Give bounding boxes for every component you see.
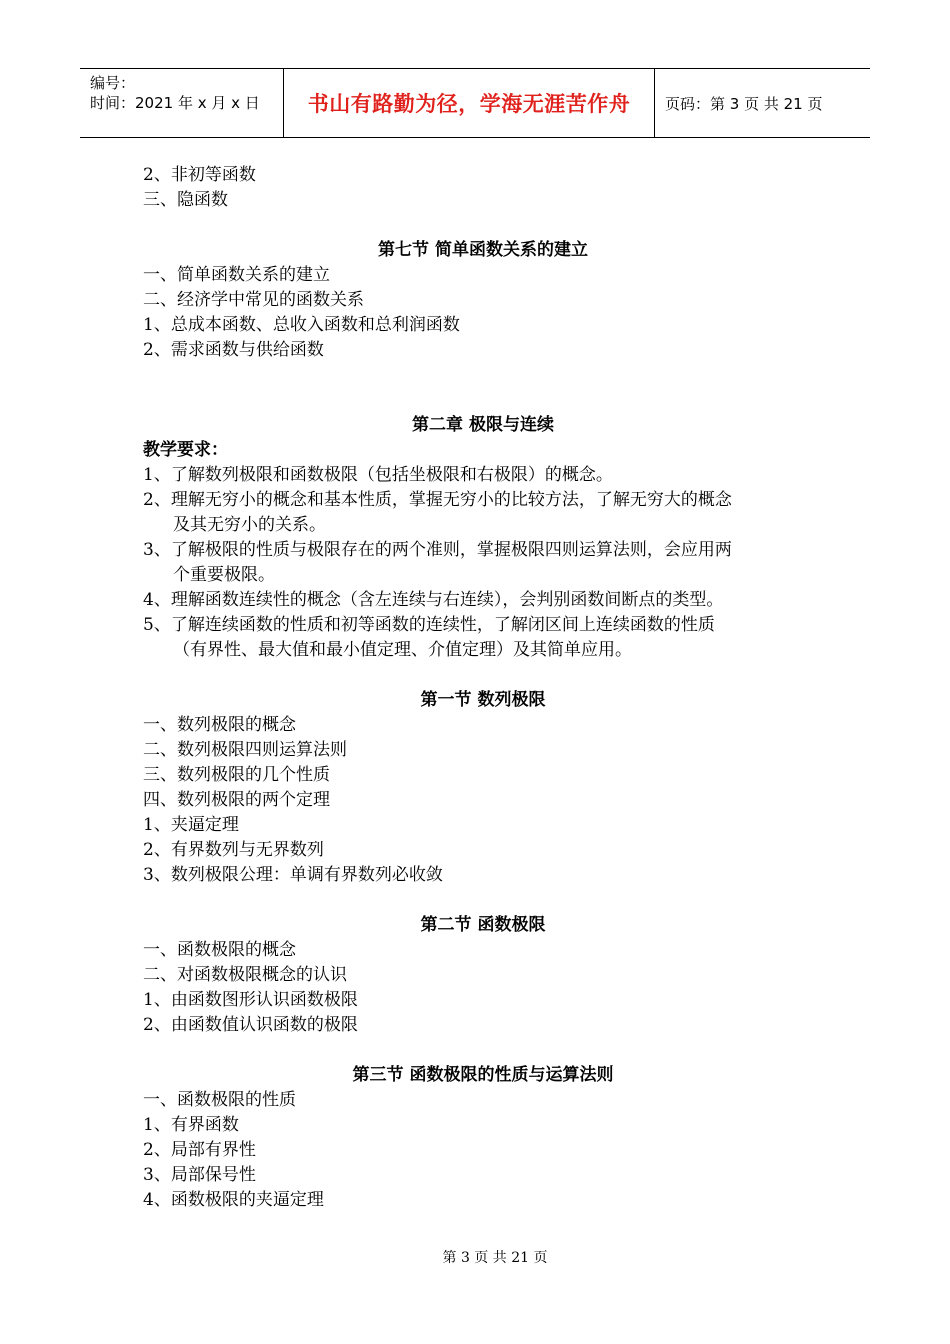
- requirement-item-continued: 个重要极限。: [173, 565, 275, 585]
- section-heading: 第一节 数列极限: [420, 690, 546, 710]
- list-item: 3、局部保号性: [143, 1165, 256, 1185]
- section-heading: 第三节 函数极限的性质与运算法则: [352, 1065, 614, 1085]
- requirement-item: 5、了解连续函数的性质和初等函数的连续性，了解闭区间上连续函数的性质: [143, 615, 715, 635]
- list-item: 二、对函数极限概念的认识: [143, 965, 347, 985]
- section-heading: 第二节 函数极限: [420, 915, 546, 935]
- page-info-text: 页码：第 3 页 共 21 页: [665, 94, 823, 113]
- list-item: 2、由函数值认识函数的极限: [143, 1015, 358, 1035]
- header-motto-cell: [283, 69, 655, 137]
- document-date: 时间：2021 年 x 月 x 日: [90, 94, 260, 112]
- list-item: 1、总成本函数、总收入函数和总利润函数: [143, 315, 460, 335]
- list-item: 二、数列极限四则运算法则: [143, 740, 347, 760]
- requirement-item: 3、了解极限的性质与极限存在的两个准则，掌握极限四则运算法则，会应用两: [143, 540, 732, 560]
- requirement-item: 1、了解数列极限和函数极限（包括坐极限和右极限）的概念。: [143, 465, 613, 485]
- list-item: 三、数列极限的几个性质: [143, 765, 330, 785]
- chapter-heading: 第二章 极限与连续: [412, 415, 554, 435]
- requirements-label: 教学要求：: [143, 440, 228, 460]
- footer-page-number: 第 3 页 共 21 页: [442, 1250, 548, 1266]
- list-item: 2、非初等函数: [143, 165, 256, 185]
- list-item: 3、数列极限公理：单调有界数列必收敛: [143, 865, 443, 885]
- list-item: 三、隐函数: [143, 190, 228, 210]
- page-footer: [0, 1247, 950, 1267]
- list-item: 四、数列极限的两个定理: [143, 790, 330, 810]
- list-item: 2、局部有界性: [143, 1140, 256, 1160]
- motto-text: 书山有路勤为径，学海无涯苦作舟: [307, 92, 631, 116]
- list-item: 1、夹逼定理: [143, 815, 239, 835]
- list-item: 2、需求函数与供给函数: [143, 340, 324, 360]
- requirement-item: 4、理解函数连续性的概念（含左连续与右连续），会判别函数间断点的类型。: [143, 590, 724, 610]
- requirement-item-continued: 及其无穷小的关系。: [173, 515, 326, 535]
- page-header: [80, 68, 870, 138]
- requirement-item-continued: （有界性、最大值和最小值定理、介值定理）及其简单应用。: [173, 640, 632, 660]
- list-item: 1、有界函数: [143, 1115, 239, 1135]
- list-item: 一、数列极限的概念: [143, 715, 296, 735]
- list-item: 1、由函数图形认识函数极限: [143, 990, 358, 1010]
- list-item: 二、经济学中常见的函数关系: [143, 290, 364, 310]
- list-item: 4、函数极限的夹逼定理: [143, 1190, 324, 1210]
- section-heading: 第七节 简单函数关系的建立: [378, 240, 588, 260]
- list-item: 一、函数极限的性质: [143, 1090, 296, 1110]
- document-number-label: 编号：: [90, 74, 136, 92]
- requirement-item: 2、理解无穷小的概念和基本性质，掌握无穷小的比较方法，了解无穷大的概念: [143, 490, 732, 510]
- list-item: 一、函数极限的概念: [143, 940, 296, 960]
- list-item: 一、简单函数关系的建立: [143, 265, 330, 285]
- header-meta: [80, 69, 283, 137]
- header-page-info: [655, 69, 870, 137]
- document-body: [143, 163, 823, 1213]
- list-item: 2、有界数列与无界数列: [143, 840, 324, 860]
